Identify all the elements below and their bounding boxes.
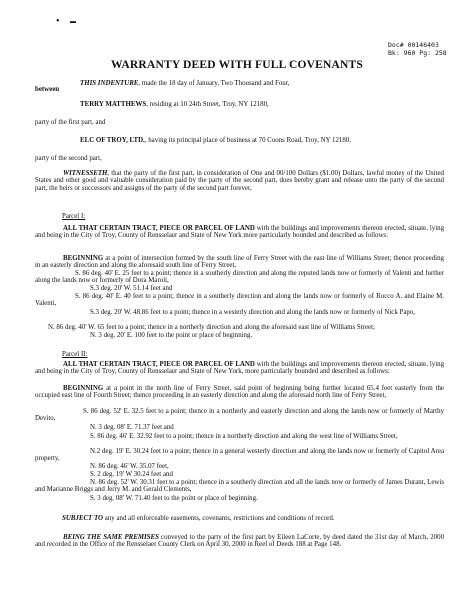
parcel-2-course: S. 86 deg. 46' E. 32.92 feet to a point; thence in a northerly direction and along the west line of Williams Street, [90,433,398,440]
indenture-date: , made the 18 day of January, Two Thousand and Four, [138,80,290,87]
being-premises-paragraph [35,534,444,549]
parcel-2-course: N.2 deg. 19' E. 30.24 feet to a point; thence in a general westerly direction and along the lands now or formerly of Capitol Area property, [35,448,444,463]
first-party-line [80,101,269,109]
parcel-1-course: S.3 deg. 20' W. 51.14 feet and [90,285,173,292]
parcel-2-description [35,361,444,376]
parcel-2-beginning-lead: BEGINNING [63,385,104,392]
parcel-1-beginning-lead: BEGINNING [63,255,104,262]
margin-dot-mark: • [56,16,60,27]
parcel-1-course: S. 86 deg. 40' E. 40 feet to a point; thence in a southerly direction and along the lands now or formerly of Rocco A. and Elaine M. Valenti, [35,293,444,308]
parcel-2-course: S. 3 deg. 08' W. 71.40 feet to the point or place of beginning. [90,495,258,502]
subject-to-paragraph [62,515,335,523]
parcel-1-description [35,225,444,240]
subject-to-lead: SUBJECT TO [62,515,104,522]
parcel-2-course: N. 3 deg. 08' E. 71.37 feet and [90,424,174,431]
parcel-1-course: N. 3 deg. 20' E. 100 feet to the point or place of beginning. [90,332,253,339]
parcel-1-text: with the buildings and improvements thereon erected, situate, lying and being in the City of Troy, County of Rensselaer and State of New York more particularly bounded and described as follows: [35,225,445,240]
parcel-2-course: N. 86 deg. 52' W. 30.31 feet to a point; thence in a southerly direction and all the lands now or formerly of James Durant, Lewis and Marianne Briggs and Jerry M. and Gerald Clements, [35,479,444,494]
parcel-1-lead: ALL THAT CERTAIN TRACT, PIECE OR PARCEL OF LAND [63,225,255,232]
parcel-1-course: S.3 deg. 20' W. 48.86 feet to a point; thence in a westerly direction and along the lands now or formerly of Nick Papo, [90,309,416,316]
parcel-1-course: S. 86 deg. 40' E. 25 feet to a point; thence in a southerly direction and along the reputed lands now or formerly of Valenti and further along the lands now or formerly of Dora Maroli, [35,270,444,285]
parcel-1-course: N. 86 deg. 40' W. 65 feet to a point; thence in a northerly direction and along the aforesaid east line of Williams Street; [48,324,375,331]
margin-dash-mark: ▬ [70,19,76,25]
parcel-2-beginning [35,385,444,400]
doc-number: Doc# 00146403 [388,41,439,49]
parcel-2-beginning-text: at a point in the north line of Ferry Street, said point of beginning being further located 65.4 feet easterly from the occupied east line of Fourth Street; thence proceeding in an easterly direction and along the aforesaid north line of Ferry Street, [35,385,444,400]
parcel-2-course: S. 86 deg. 52' E. 32.5 feet to a point; thence in a northerly and easterly direction and along the lands now or formerly of Marthy Devito, [35,408,444,423]
parcel-2-text: with the buildings and improvements thereon erected, situate, lying and being in the City of Troy, County of Rensselaer and State of New York, more particularly bounded and described as follows: [35,361,445,376]
second-party-line [80,137,351,145]
indenture-lead: THIS INDENTURE [80,80,139,87]
witnesseth-body: , that the party of the first part, in consideration of One and 00/100 Dollars ($1.00) Dollars, lawful money of the United States and other good and valuable consideration paid by the party of the second part, does hereby grant and release unto the party of the second part, the heirs or successors and assigns of the party of the second part forever, [35,170,444,192]
witnesseth-lead: WITNESSETH [63,170,108,177]
indenture-line [80,80,289,88]
parcel-2-heading: Parcel II: [62,351,88,358]
book-page: Bk: 960 Pg: 258 [388,49,447,57]
second-party-name: ELC OF TROY, LTD. [80,137,145,144]
parcel-1-beginning-text: at a point of intersection formed by the south line of Ferry Street with the east line of Williams Street; thence proceeding in an easterly direction and along the aforesaid south line of Ferry Street, [35,255,444,270]
between-label: between [35,86,60,93]
parcel-1-heading: Parcel I: [62,213,86,220]
parcel-1-beginning [35,255,444,270]
second-party-address: , having its principal place of business at 70 Coons Road, Troy, NY 12180, [144,137,351,144]
parcel-2-course: N. 86 deg. 46' W. 35.07 feet, [90,463,169,470]
first-party-name: TERRY MATTHEWS [80,101,147,108]
first-party-address: , residing at 10 24th Street, Troy, NY 12180, [146,101,269,108]
first-party-role: party of the first part, and [35,119,106,126]
witnesseth-paragraph [35,170,444,192]
document-title: WARRANTY DEED WITH FULL COVENANTS [111,59,363,71]
recording-stamp [388,41,447,57]
being-premises-text: conveyed to the party of the first part by Eileen LaCorte, by deed dated the 31st day of March, 2000 and recorded in the Office of the Rensselaer County Clerk on April 30, 2000 in Reel of Deeds 188 at Page 148. [35,534,445,549]
subject-to-text: any and all enforceable easements, covenants, restrictions and conditions of record. [103,515,335,522]
parcel-2-lead: ALL THAT CERTAIN TRACT, PIECE OR PARCEL OF LAND [63,361,255,368]
parcel-2-course: S. 2 deg. 19' W 30.24 feet and [90,471,173,478]
second-party-role: party of the second part, [35,155,102,162]
being-premises-lead: BEING THE SAME PREMISES [63,534,159,541]
